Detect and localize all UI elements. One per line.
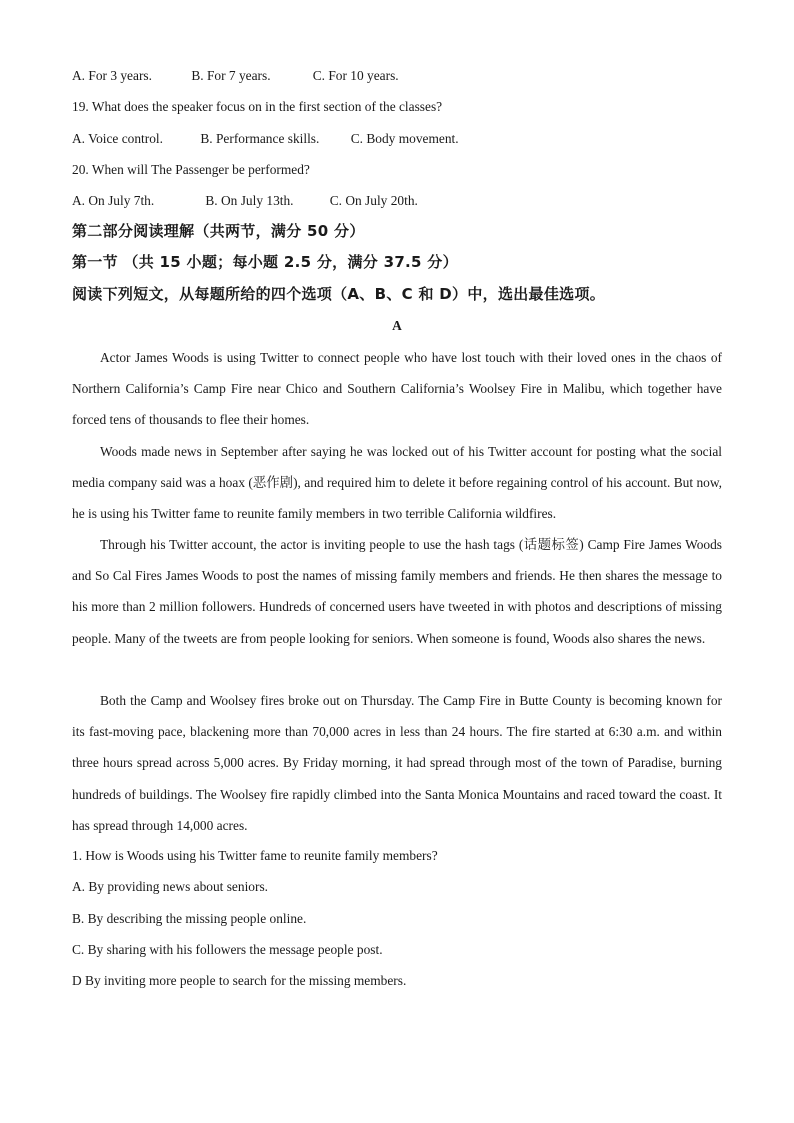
q20-question: 20. When will The Passenger be performed? — [72, 162, 310, 177]
passage-paragraph-2: Woods made news in September after saying he was locked out of his Twitter account for posting what the social media company said was a hoax (恶作剧), and required him to delete it before regaining control of his account. But now, he is using his Twitter fame to reunite family members in two terrible California wildfires. — [72, 444, 722, 522]
passage-paragraph-1: Actor James Woods is using Twitter to connect people who have lost touch with their loved ones in the chaos of Northern California’s Camp Fire near Chico and Southern California’s Woolsey Fire in Malibu, which together have forced tens of thousands to flee their homes. — [72, 350, 722, 428]
instruction: 阅读下列短文，从每题所给的四个选项（A、B、C 和 D）中，选出最佳选项。 — [72, 285, 606, 303]
q18-option-a: A. For 3 years. — [72, 68, 152, 83]
q1-option-c: C. By sharing with his followers the message people post. — [72, 942, 383, 957]
q20-option-a: A. On July 7th. — [72, 193, 155, 208]
q18-option-c: C. For 10 years. — [312, 68, 399, 83]
q1-question: 1. How is Woods using his Twitter fame to reunite family members? — [72, 848, 438, 863]
q1-option-d: D By inviting more people to search for the missing members. — [72, 973, 407, 988]
q1-option-b: B. By describing the missing people online. — [72, 911, 307, 926]
q18-option-b: B. For 7 years. — [191, 68, 271, 83]
q19-options — [72, 130, 459, 148]
part-title: 第二部分阅读理解（共两节，满分 50 分） — [72, 222, 365, 240]
q20-options — [72, 192, 418, 210]
passage-paragraph-4: Both the Camp and Woolsey fires broke out on Thursday. The Camp Fire in Butte County is becoming known for its fast-moving pace, blackening more than 70,000 acres in less than 24 hours. The fire started at 6:30 a.m. and within three hours spread across 5,000 acres. By Friday morning, it had spread through most of the town of Paradise, burning hundreds of buildings. The Woolsey fire rapidly climbed into the Santa Monica Mountains and raced toward the coast. It has spread through 14,000 acres. — [72, 693, 722, 833]
q19-option-b: B. Performance skills. — [200, 131, 320, 146]
q1-option-a: A. By providing news about seniors. — [72, 879, 269, 894]
passage-paragraph-3: Through his Twitter account, the actor is inviting people to use the hash tags (话题标签) Camp Fire James Woods and So Cal Fires James Woods to post the names of missing family members and friends. He then shares the message to his more than 2 million followers. Hundreds of concerned users have tweeted in with photos and descriptions of missing people. Many of the tweets are from people looking for seniors. When someone is found, Woods also shares the news. — [72, 537, 722, 646]
q18-options — [72, 67, 399, 85]
q19-question: 19. What does the speaker focus on in the first section of the classes? — [72, 99, 443, 114]
q20-option-b: B. On July 13th. — [205, 193, 294, 208]
sub-title: 第一节 （共 15 小题；每小题 2.5 分，满分 37.5 分） — [72, 253, 458, 271]
q20-option-c: C. On July 20th. — [329, 193, 418, 208]
passage-label: A — [392, 318, 402, 333]
q19-option-c: C. Body movement. — [350, 131, 459, 146]
q19-option-a: A. Voice control. — [72, 131, 163, 146]
